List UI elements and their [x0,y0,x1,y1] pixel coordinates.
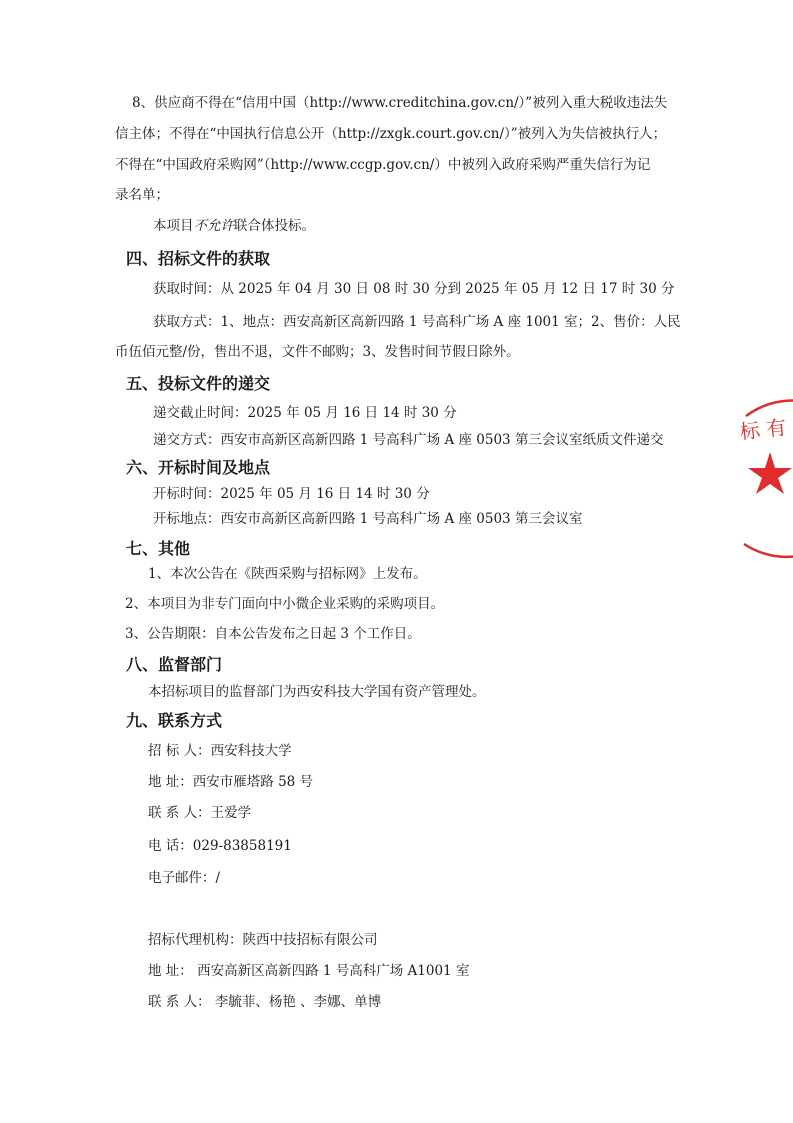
section5-heading: 五、投标文件的递交 [126,374,271,393]
opening-time: 开标时间：2025 年 05 月 16 日 14 时 30 分 [153,486,430,502]
agency: 招标代理机构：陕西中技招标有限公司 [148,932,378,948]
section8-heading: 八、监督部门 [126,655,223,674]
tenderer-phone: 电 话：029-83858191 [148,838,292,854]
item8-line-1: 8、供应商不得在“信用中国（http://www.creditchina.gov.cn/）”被列入重大税收违法失 [132,95,668,111]
consortium-prefix: 本项目 [153,218,194,234]
agency-contact: 联 系 人： 李毓菲、杨艳 、李娜、单博 [148,994,382,1010]
consortium-suffix: 联合体投标。 [234,218,315,234]
tenderer-email: 电子邮件：/ [148,870,221,886]
agency-address: 地 址： 西安高新区高新四路 1 号高科广场 A1001 室 [148,963,470,979]
section7-heading: 七、其他 [126,539,191,558]
section4-heading: 四、招标文件的获取 [126,249,271,268]
supervision-text: 本招标项目的监督部门为西安科技大学国有资产管理处。 [148,684,486,700]
other-item-3: 3、公告期限：自本公告发布之日起 3 个工作日。 [125,626,421,642]
other-item-1: 1、本次公告在《陕西采购与招标网》上发布。 [148,566,427,582]
section9-heading: 九、联系方式 [126,711,223,730]
consortium-statement [153,220,315,234]
acquisition-method-line-2: 币伍佰元整/份，售出不退，文件不邮购；3、发售时间节假日除外。 [115,344,520,360]
item8-line-2: 信主体；不得在“中国执行信息公开（http://zxgk.court.gov.cn/）”被列入为失信被执行人； [115,126,667,142]
consortium-emphasis: 不允许 [193,218,234,234]
submission-deadline: 递交截止时间：2025 年 05 月 16 日 14 时 30 分 [153,405,457,421]
item8-line-4: 录名单； [115,187,169,203]
company-seal-icon [738,396,793,561]
tenderer: 招 标 人：西安科技大学 [148,743,292,759]
svg-text:标 有: 标 有 [738,415,788,444]
item8-line-3: 不得在“中国政府采购网”（http://www.ccgp.gov.cn/）中被列入政府采购严重失信行为记 [115,157,651,173]
section6-heading: 六、开标时间及地点 [126,458,271,477]
submission-method: 递交方式：西安市高新区高新四路 1 号高科广场 A 座 0503 第三会议室纸质文件递交 [153,432,664,448]
tenderer-contact: 联 系 人：王爱学 [148,805,252,821]
acquisition-time: 获取时间：从 2025 年 04 月 30 日 08 时 30 分到 2025 年 05 月 12 日 17 时 30 分 [153,281,675,297]
tenderer-address: 地 址：西安市雁塔路 58 号 [148,774,314,790]
other-item-2: 2、本项目为非专门面向中小微企业采购的采购项目。 [125,596,445,612]
opening-place: 开标地点：西安市高新区高新四路 1 号高科广场 A 座 0503 第三会议室 [153,511,583,527]
acquisition-method-line-1: 获取方式：1、地点：西安高新区高新四路 1 号高科广场 A 座 1001 室；2、售价：人民 [153,314,681,330]
